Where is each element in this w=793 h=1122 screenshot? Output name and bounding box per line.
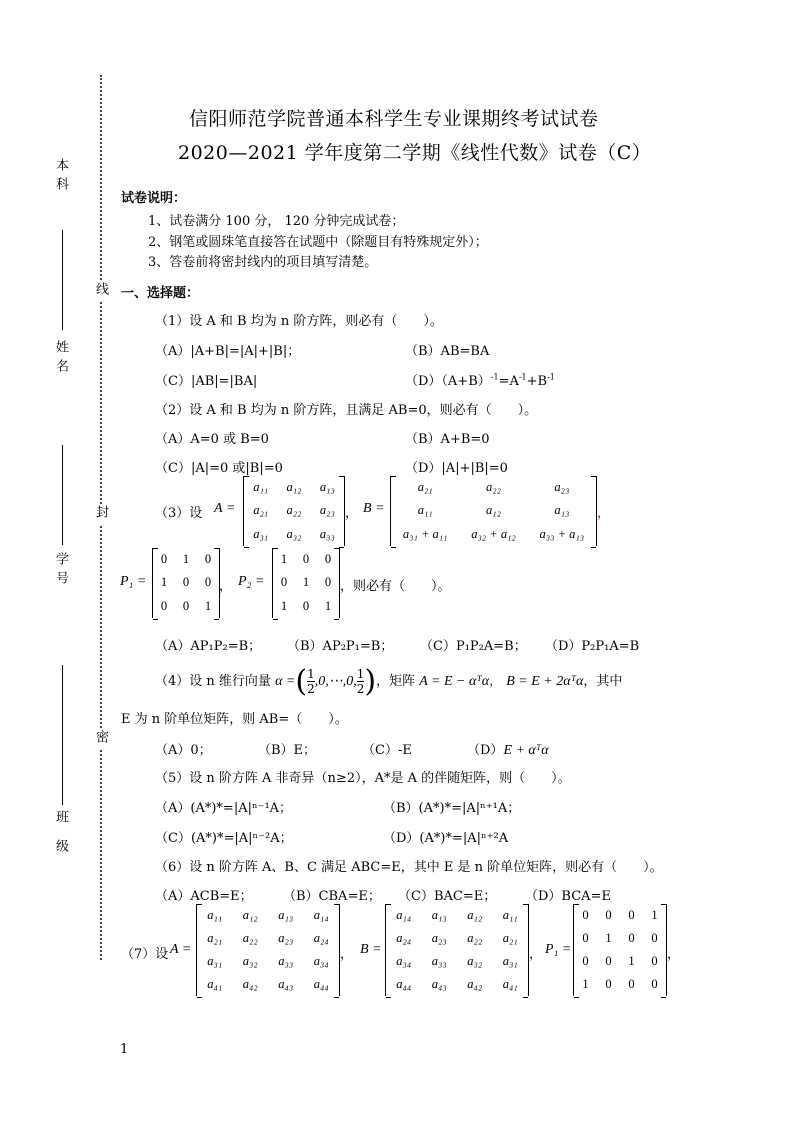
q3-matrix-p1-cell: 0 [204,552,212,567]
q3-matrix-a-cell: a₃₃ [319,526,335,541]
q7-matrix-b-cell: a₂₄ [396,931,412,945]
q7-matrix-p1-cell: 0 [605,954,612,968]
q2-stem: （2）设 A 和 B 均为 n 阶方阵，且满足 AB=0，则必有（ ）。 [155,403,538,418]
q3-matrix-b-cell: a₃₃ + a₁₃ [539,526,585,541]
q3-comma2: ， [597,506,611,521]
q2-option-b: （B）A+B=0 [405,432,490,447]
q3-option-a: （A）AP₁P₂=B； [155,639,262,654]
side-benke: 本科 [53,158,68,196]
q7-matrix-p1-cell: 0 [582,931,589,945]
q7-comma: ， [340,947,354,962]
q3-matrix-a-cell: a₁₁ [253,480,269,495]
q7-matrix-b-cell: a₂₃ [431,931,447,945]
q3-matrix-a-cell: a₃₁ [253,526,269,541]
q3-comma3: ， [219,579,233,594]
q1-option-b: （B）AB=BA [405,344,490,359]
q7-matrix-a-cell: a₂₄ [313,931,329,945]
side-name-label: 姓名 [53,340,68,378]
q3-matrix-p2-cell: 0 [324,575,332,590]
q4-option-b: （B）E； [258,743,317,758]
q4-option-d: （D）E + αᵀα [467,743,549,758]
q3-matrix-a-cell: a₂₁ [253,503,269,518]
q4-line2: E 为 n 阶单位矩阵，则 AB=（ ）。 [121,712,348,727]
q3-option-b: （B）AP₂P₁=B； [287,639,394,654]
q7-matrix-a-cell: a₃₄ [313,954,329,968]
q3-a-label: A = [214,501,236,516]
q3-matrix-p2-cell: 1 [280,598,288,613]
q3-matrix-p2-cell: 1 [280,552,288,567]
q3-matrix-a-cell: a₁₂ [286,480,302,495]
q7-matrix-p1-cell: 0 [605,977,612,991]
q7-comma3: ， [667,947,681,962]
q3-matrix-p2-cell: 0 [280,575,288,590]
q7-matrix-a-cell: a₄₁ [207,977,223,991]
q5-option-c: （C）(A*)*=|A|ⁿ⁻²A； [155,831,293,846]
q2-option-d: （D）|A|+|B|=0 [405,461,508,476]
q7-matrix-b-cell: a₁₄ [396,908,412,922]
q3-matrix-p1 [152,548,220,618]
q6-option-a: （A）ACB=E； [155,889,253,904]
instruction-item: 3、答卷前将密封线内的项目填写清楚。 [148,255,378,270]
q7-matrix-p1-cell: 0 [582,908,589,922]
q4-option-a: （A）0； [155,743,212,758]
q6-option-d: （D）BCA=E [525,889,611,904]
q6-option-c: （C）BAC=E； [398,889,497,904]
q3-matrix-p2-cell: 0 [324,552,332,567]
q7-matrix-b-cell: a₃₃ [431,954,447,968]
side-class-label: 班 级 [53,810,68,859]
q6-stem: （6）设 n 阶方阵 A、B、C 满足 ABC=E，其中 E 是 n 阶单位矩阵，则必有（ ）。 [155,860,663,875]
q3-matrix-b-cell: a₃₁ + a₁₁ [402,526,448,541]
q7-matrix-b-cell: a₂₂ [467,931,483,945]
q3-option-d: （D）P₂P₁A=B [545,639,640,654]
q3-matrix-p2-cell: 1 [324,598,332,613]
q3-matrix-p2-cell: 0 [302,598,310,613]
q3-matrix-a [243,476,345,546]
q7-matrix-a-cell: a₁₂ [242,908,258,922]
q3-matrix-b-cell: a₁₁ [417,503,433,518]
q7-matrix-b-cell: a₄₄ [396,977,412,991]
instruction-item: 2、钢笔或圆珠笔直接答在试题中（除题目有特殊规定外）； [148,235,488,250]
name-underline [62,230,63,330]
instructions-title: 试卷说明： [121,191,187,206]
exam-title-line1: 信阳师范学院普通本科学生专业课期终考试试卷 [189,108,599,130]
q3-matrix-a-cell: a₁₃ [319,480,335,495]
q7-matrix-p1-cell: 1 [582,977,589,991]
q3-matrix-b-cell: a₁₂ [486,503,501,518]
q7-matrix-a-cell: a₃₁ [207,954,223,968]
q7-matrix-b [385,904,529,996]
q7-matrix-p1 [573,904,667,996]
q7-matrix-b-cell: a₄₃ [431,977,447,991]
q3-tail: ，则必有（ ）。 [340,579,451,594]
seal-mi: 密 [93,730,108,749]
q3-matrix-p1-cell: 0 [182,575,190,590]
q7-matrix-p1-cell: 0 [628,908,635,922]
q5-option-d: （D）(A*)*=|A|ⁿ⁺²A [383,831,509,846]
q7-matrix-a-cell: a₂₁ [207,931,223,945]
q7-matrix-b-cell: a₁₃ [431,908,447,922]
exam-title-line2: 2020—2021 学年度第二学期《线性代数》试卷（C） [178,142,652,164]
q3-matrix-b-cell: a₂₂ [486,480,501,495]
q1-option-a: （A）|A+B|=|A|+|B|； [155,344,301,359]
q3-option-c: （C）P₁P₂A=B； [420,639,527,654]
q4-stem: （4）设 n 维行向量 α =( $\frac{1}{2}$ ,0,⋯,0, $\frac{1}{2}$ )，矩阵 A = E − αᵀα， B = E + 2αᵀα，其中 [155,664,623,699]
q1-option-d: $(D)(A+B)^{-1}=A^{-1}+B^{-1}$ [405,372,555,389]
q7-a-label: A = [170,942,192,957]
q7-matrix-p1-cell: 0 [628,977,635,991]
q3-p2-label: P₂ = [238,574,265,589]
q7-matrix-a-cell: a₄₂ [242,977,258,991]
q1-stem: （1）设 A 和 B 均为 n 阶方阵，则必有（ ）。 [155,314,443,329]
q7-matrix-a-cell: a₄₃ [278,977,294,991]
q3-matrix-p1-cell: 0 [182,598,190,613]
side-id-label: 学号 [53,552,68,590]
q7-matrix-a-cell: a₁₄ [313,908,329,922]
q3-matrix-p1-cell: 0 [160,598,168,613]
q7-matrix-a-cell: a₄₄ [313,977,329,991]
q3-matrix-a-cell: a₃₂ [286,526,302,541]
q3-comma: ， [345,506,359,521]
q7-matrix-p1-cell: 1 [651,908,658,922]
q3-matrix-p2-cell: 0 [302,552,310,567]
seal-xian: 线 [93,282,108,301]
section-title: 一、选择题： [121,286,200,301]
q3-matrix-b-cell: a₂₁ [417,480,433,495]
class-underline [62,665,63,805]
q7-matrix-a-cell: a₂₃ [278,931,294,945]
q3-matrix-p1-cell: 0 [160,552,168,567]
seal-feng: 封 [93,505,108,524]
q3-matrix-a-cell: a₂₃ [319,503,335,518]
q7-matrix-b-cell: a₁₂ [467,908,483,922]
q7-matrix-a [196,904,340,996]
q7-matrix-p1-cell: 0 [582,954,589,968]
q3-matrix-p2-cell: 1 [302,575,310,590]
q3-matrix-a-cell: a₂₂ [286,503,302,518]
q7-matrix-b-cell: a₃₂ [467,954,483,968]
q7-matrix-p1-cell: 1 [605,931,612,945]
q7-comma2: ， [529,947,543,962]
q7-matrix-b-cell: a₁₁ [502,908,518,922]
q7-prefix: （7）设 [121,947,169,962]
q3-matrix-b-cell: a₃₂ + a₁₂ [471,526,516,541]
q7-matrix-p1-cell: 0 [651,954,658,968]
id-underline [62,445,63,545]
q6-option-b: （B）CBA=E； [283,889,381,904]
q4-option-c: （C）-E [362,743,412,758]
q7-matrix-p1-cell: 1 [628,954,635,968]
q7-matrix-b-cell: a₄₁ [502,977,518,991]
q7-matrix-p1-cell: 0 [651,977,658,991]
q7-matrix-a-cell: a₁₃ [278,908,294,922]
q3-matrix-p1-cell: 0 [204,575,212,590]
q2-option-c: （C）|A|=0 或|B|=0 [155,461,283,476]
q7-p1-label: P₁ = [545,942,572,957]
q3-prefix: （3）设 [155,506,203,521]
q7-matrix-b-cell: a₃₄ [396,954,412,968]
q3-matrix-p1-cell: 1 [182,552,190,567]
q3-matrix-p2 [272,548,340,618]
q2-option-a: （A）A=0 或 B=0 [155,432,269,447]
q3-matrix-p1-cell: 1 [204,598,212,613]
q7-matrix-p1-cell: 0 [605,908,612,922]
q7-matrix-a-cell: a₃₃ [278,954,294,968]
q7-b-label: B = [360,942,382,957]
page-number: 1 [120,1042,129,1057]
q5-stem: （5）设 n 阶方阵 A 非奇异（n≥2），A*是 A 的伴随矩阵，则（ ）。 [155,771,571,786]
q7-matrix-b-cell: a₄₂ [467,977,483,991]
q3-matrix-p1-cell: 1 [160,575,168,590]
q7-matrix-b-cell: a₃₁ [502,954,518,968]
q3-matrix-b-cell: a₂₃ [554,480,570,495]
q7-matrix-p1-cell: 0 [628,931,635,945]
q5-option-a: （A）(A*)*=|A|ⁿ⁻¹A； [155,801,293,816]
q3-b-label: B = [363,501,385,516]
instruction-item: 1、试卷满分 100 分， 120 分钟完成试卷； [148,214,405,229]
q3-p1-label: P₁ = [120,574,147,589]
q7-matrix-a-cell: a₃₂ [242,954,258,968]
q7-matrix-a-cell: a₂₂ [242,931,258,945]
q5-option-b: （B）(A*)*=|A|ⁿ⁺¹A； [383,801,521,816]
q7-matrix-p1-cell: 0 [651,931,658,945]
q3-matrix-b [390,476,597,546]
q7-matrix-b-cell: a₂₁ [502,931,518,945]
q7-matrix-a-cell: a₁₁ [207,908,223,922]
q1-option-c: （C）|AB|=|BA| [155,374,258,389]
q3-matrix-b-cell: a₁₃ [554,503,570,518]
